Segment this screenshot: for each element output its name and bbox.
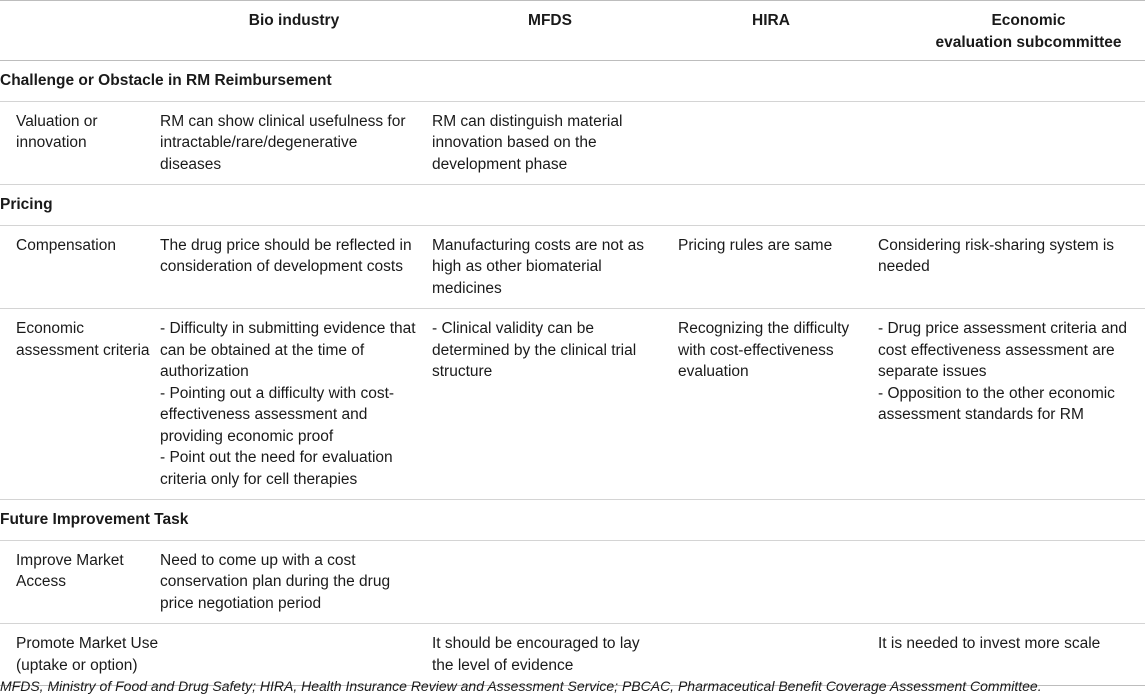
- cell-text-line: - Pointing out a difficulty with cost-: [160, 384, 395, 402]
- row-label-cell: [0, 309, 158, 500]
- cell-text-line: It should be encouraged to lay: [432, 635, 640, 652]
- cell-text-line: medicines: [432, 279, 502, 297]
- mfds-cell: [430, 225, 670, 309]
- cell-text-line: evaluation: [678, 363, 749, 380]
- header-cell-hira: HIRA: [670, 1, 872, 61]
- hira-cell: [670, 225, 872, 309]
- bio-industry-cell: [158, 540, 430, 624]
- table-row: [0, 624, 1145, 686]
- row-label-cell: [0, 624, 158, 686]
- cell-text-line: effectiveness assessment and: [160, 406, 368, 423]
- cell-text-line: the level of evidence: [432, 656, 574, 674]
- cell-text-line: high as other biomaterial: [432, 258, 602, 275]
- cell-text-line: assessment criteria: [16, 341, 150, 359]
- row-label-cell: [0, 540, 158, 624]
- cell-text-line: It is needed to invest more scale: [878, 635, 1101, 652]
- hira-cell: [670, 624, 872, 686]
- cell-text-line: innovation based on the: [432, 134, 597, 151]
- cell-text-line: development phase: [432, 155, 568, 173]
- cell-text-line: conservation plan during the drug: [160, 573, 391, 590]
- row-label-cell: [0, 101, 158, 185]
- mfds-cell: [430, 101, 670, 185]
- cell-text-line: structure: [432, 363, 493, 380]
- header-cell-economic-evaluation: Economic evaluation subcommittee: [872, 1, 1145, 61]
- section-title: Challenge or Obstacle in RM Reimbursement: [0, 61, 1145, 102]
- table-footnote: MFDS, Ministry of Food and Drug Safety; HIRA, Health Insurance Review and Assessment Service; PBCAC, Pharmaceutical Benefit Coverage Assessment Committee.: [0, 678, 1042, 694]
- cell-text-line: can be obtained at the time of: [160, 341, 365, 359]
- section-title: Pricing: [0, 185, 1145, 226]
- header-cell-bio-industry: Bio industry: [158, 1, 430, 61]
- cell-text-line: RM can distinguish material: [432, 112, 623, 130]
- cell-text-line: The drug price should be reflected in: [160, 236, 412, 254]
- economic-evaluation-cell: [872, 540, 1145, 624]
- cell-text-line: Valuation or: [16, 112, 98, 130]
- bio-industry-cell: [158, 624, 430, 686]
- bio-industry-cell: [158, 101, 430, 185]
- mfds-cell: [430, 624, 670, 686]
- economic-evaluation-cell: [872, 309, 1145, 500]
- bio-industry-cell: [158, 309, 430, 500]
- cell-text-line: Need to come up with a cost: [160, 551, 356, 569]
- cell-text-line: - Point out the need for evaluation: [160, 449, 393, 466]
- header-cell-mfds: MFDS: [430, 1, 670, 61]
- table-row: [0, 309, 1145, 500]
- economic-evaluation-cell: [872, 225, 1145, 309]
- cell-text-line: Manufacturing costs are not as: [432, 236, 644, 254]
- cell-text-line: innovation: [16, 134, 87, 151]
- hira-cell: [670, 540, 872, 624]
- mfds-cell: [430, 540, 670, 624]
- cell-text-line: cost effectiveness assessment are: [878, 341, 1115, 359]
- cell-text-line: separate issues: [878, 363, 987, 380]
- table-row: [0, 540, 1145, 624]
- row-label-cell: [0, 225, 158, 309]
- cell-text-line: RM can show clinical usefulness for: [160, 112, 406, 130]
- cell-text-line: needed: [878, 258, 930, 275]
- mfds-cell: [430, 309, 670, 500]
- cell-text-line: - Drug price assessment criteria and: [878, 320, 1127, 337]
- cell-text-line: Considering risk-sharing system is: [878, 236, 1115, 254]
- economic-evaluation-cell: [872, 624, 1145, 686]
- bio-industry-cell: [158, 225, 430, 309]
- cell-text-line: Pricing rules are same: [678, 236, 833, 254]
- cell-text-line: assessment standards for RM: [878, 406, 1084, 423]
- cell-text-line: Promote Market Use: [16, 635, 159, 652]
- cell-text-line: Recognizing the difficulty: [678, 320, 850, 337]
- cell-text-line: Improve Market: [16, 551, 124, 569]
- section-header-row: [0, 185, 1145, 226]
- cell-text-line: - Difficulty in submitting evidence that: [160, 320, 416, 337]
- cell-text-line: with cost-effectiveness: [678, 341, 834, 359]
- economic-evaluation-cell: [872, 101, 1145, 185]
- cell-text-line: - Clinical validity can be: [432, 320, 594, 337]
- cell-text-line: price negotiation period: [160, 594, 322, 612]
- cell-text-line: authorization: [160, 363, 249, 380]
- cell-text-line: criteria only for cell therapies: [160, 470, 358, 488]
- hira-cell: [670, 309, 872, 500]
- section-header-row: [0, 500, 1145, 541]
- cell-text-line: consideration of development costs: [160, 258, 403, 275]
- header-row: [0, 1, 1145, 61]
- table-row: [0, 101, 1145, 185]
- section-header-row: [0, 61, 1145, 102]
- cell-text-line: intractable/rare/degenerative: [160, 134, 358, 151]
- cell-text-line: diseases: [160, 155, 222, 173]
- cell-text-line: (uptake or option): [16, 656, 138, 674]
- header-cell-empty: [0, 1, 158, 61]
- cell-text-line: providing economic proof: [160, 427, 334, 445]
- hira-cell: [670, 101, 872, 185]
- cell-text-line: Access: [16, 573, 66, 590]
- cell-text-line: - Opposition to the other economic: [878, 384, 1115, 402]
- cell-text-line: Compensation: [16, 236, 116, 254]
- table-row: [0, 225, 1145, 309]
- section-title: Future Improvement Task: [0, 500, 1145, 541]
- cell-text-line: Economic: [16, 320, 85, 337]
- cell-text-line: determined by the clinical trial: [432, 341, 637, 359]
